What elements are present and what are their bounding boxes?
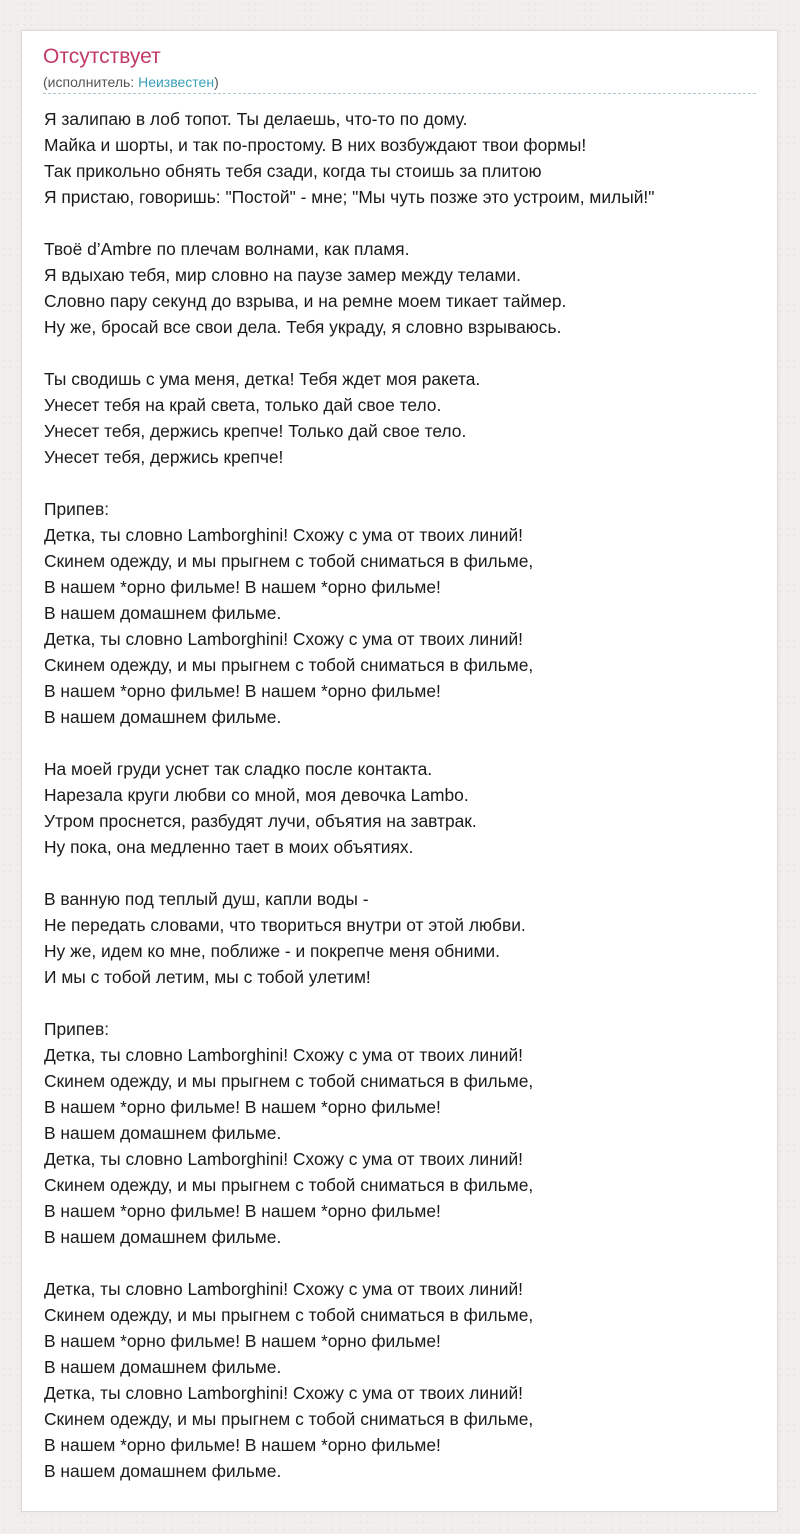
lyrics-line: И мы с тобой летим, мы с тобой улетим! bbox=[44, 967, 371, 987]
lyrics-line: Унесет тебя на край света, только дай свое тело. bbox=[44, 395, 442, 415]
lyrics-line: В нашем домашнем фильме. bbox=[44, 1357, 282, 1377]
lyrics-line: В нашем *орно фильме! В нашем *орно фильме! bbox=[44, 681, 441, 701]
lyrics-line: В ванную под теплый душ, капли воды - bbox=[44, 889, 369, 909]
lyrics-line: Припев: bbox=[44, 1019, 110, 1039]
artist-link[interactable]: Неизвестен bbox=[138, 74, 215, 90]
lyrics-line: В нашем домашнем фильме. bbox=[44, 707, 282, 727]
lyrics-line: В нашем *орно фильме! В нашем *орно фильме! bbox=[44, 577, 441, 597]
lyrics-line: Нарезала круги любви со мной, моя девочка Lambo. bbox=[44, 785, 469, 805]
lyrics-stanza bbox=[44, 886, 767, 990]
lyrics-line: Припев: bbox=[44, 499, 110, 519]
lyrics-stanza bbox=[44, 756, 767, 860]
lyrics-line: Ну пока, она медленно тает в моих объятиях. bbox=[44, 837, 414, 857]
title-divider bbox=[43, 93, 756, 94]
lyrics-line: В нашем *орно фильме! В нашем *орно фильме! bbox=[44, 1331, 441, 1351]
lyrics-line: Детка, ты словно Lamborghini! Схожу с ума от твоих линий! bbox=[44, 1149, 523, 1169]
artist-suffix: ) bbox=[214, 74, 219, 90]
lyrics-line: Я залипаю в лоб топот. Ты делаешь, что-то по дому. bbox=[44, 109, 468, 129]
lyrics-line: Майка и шорты, и так по-простому. В них возбуждают твои формы! bbox=[44, 135, 587, 155]
lyrics-text bbox=[44, 106, 767, 1510]
lyrics-line: Ну же, бросай все свои дела. Тебя украду, я словно взрываюсь. bbox=[44, 317, 562, 337]
lyrics-line: Скинем одежду, и мы прыгнем с тобой сниматься в фильме, bbox=[44, 1071, 534, 1091]
lyrics-line: В нашем домашнем фильме. bbox=[44, 1123, 282, 1143]
lyrics-line: Скинем одежду, и мы прыгнем с тобой сниматься в фильме, bbox=[44, 551, 534, 571]
lyrics-line: Скинем одежду, и мы прыгнем с тобой сниматься в фильме, bbox=[44, 1409, 534, 1429]
lyrics-line: Детка, ты словно Lamborghini! Схожу с ума от твоих линий! bbox=[44, 1383, 523, 1403]
lyrics-line: В нашем *орно фильме! В нашем *орно фильме! bbox=[44, 1435, 441, 1455]
lyrics-line: Детка, ты словно Lamborghini! Схожу с ума от твоих линий! bbox=[44, 1045, 523, 1065]
lyrics-line: Ты сводишь с ума меня, детка! Тебя ждет моя ракета. bbox=[44, 369, 481, 389]
artist-prefix: (исполнитель: bbox=[43, 74, 139, 90]
lyrics-stanza bbox=[44, 1016, 767, 1250]
lyrics-line: Словно пару секунд до взрыва, и на ремне моем тикает таймер. bbox=[44, 291, 567, 311]
lyrics-line: Не передать словами, что твориться внутри от этой любви. bbox=[44, 915, 526, 935]
lyrics-line: Я вдыхаю тебя, мир словно на паузе замер между телами. bbox=[44, 265, 521, 285]
lyrics-line: В нашем домашнем фильме. bbox=[44, 1227, 282, 1247]
lyrics-stanza bbox=[44, 1276, 767, 1484]
lyrics-line: Утром проснется, разбудят лучи, объятия на завтрак. bbox=[44, 811, 477, 831]
lyrics-line: Я пристаю, говоришь: "Постой" - мне; "Мы чуть позже это устроим, милый!" bbox=[44, 187, 655, 207]
lyrics-line: Детка, ты словно Lamborghini! Схожу с ума от твоих линий! bbox=[44, 525, 523, 545]
lyrics-line: Так прикольно обнять тебя сзади, когда ты стоишь за плитою bbox=[44, 161, 542, 181]
lyrics-line: Ну же, идем ко мне, поближе - и покрепче меня обними. bbox=[44, 941, 500, 961]
lyrics-stanza bbox=[44, 496, 767, 730]
lyrics-line: Скинем одежду, и мы прыгнем с тобой сниматься в фильме, bbox=[44, 1175, 534, 1195]
lyrics-stanza bbox=[44, 236, 767, 340]
lyrics-stanza bbox=[44, 106, 767, 210]
lyrics-line: В нашем *орно фильме! В нашем *орно фильме! bbox=[44, 1201, 441, 1221]
lyrics-line: Детка, ты словно Lamborghini! Схожу с ума от твоих линий! bbox=[44, 1279, 523, 1299]
lyrics-line: Унесет тебя, держись крепче! bbox=[44, 447, 284, 467]
lyrics-line: Твоё d’Ambre по плечам волнами, как пламя. bbox=[44, 239, 410, 259]
lyrics-line: Скинем одежду, и мы прыгнем с тобой сниматься в фильме, bbox=[44, 1305, 534, 1325]
lyrics-line: В нашем домашнем фильме. bbox=[44, 1461, 282, 1481]
song-title: Отсутствует bbox=[43, 45, 161, 68]
artist-line bbox=[43, 73, 219, 91]
lyrics-line: Унесет тебя, держись крепче! Только дай свое тело. bbox=[44, 421, 467, 441]
lyrics-stanza bbox=[44, 366, 767, 470]
lyrics-line: На моей груди уснет так сладко после контакта. bbox=[44, 759, 433, 779]
lyrics-line: Детка, ты словно Lamborghini! Схожу с ума от твоих линий! bbox=[44, 629, 523, 649]
lyrics-line: Скинем одежду, и мы прыгнем с тобой сниматься в фильме, bbox=[44, 655, 534, 675]
lyrics-line: В нашем домашнем фильме. bbox=[44, 603, 282, 623]
lyrics-line: В нашем *орно фильме! В нашем *орно фильме! bbox=[44, 1097, 441, 1117]
lyrics-card bbox=[21, 30, 778, 1512]
